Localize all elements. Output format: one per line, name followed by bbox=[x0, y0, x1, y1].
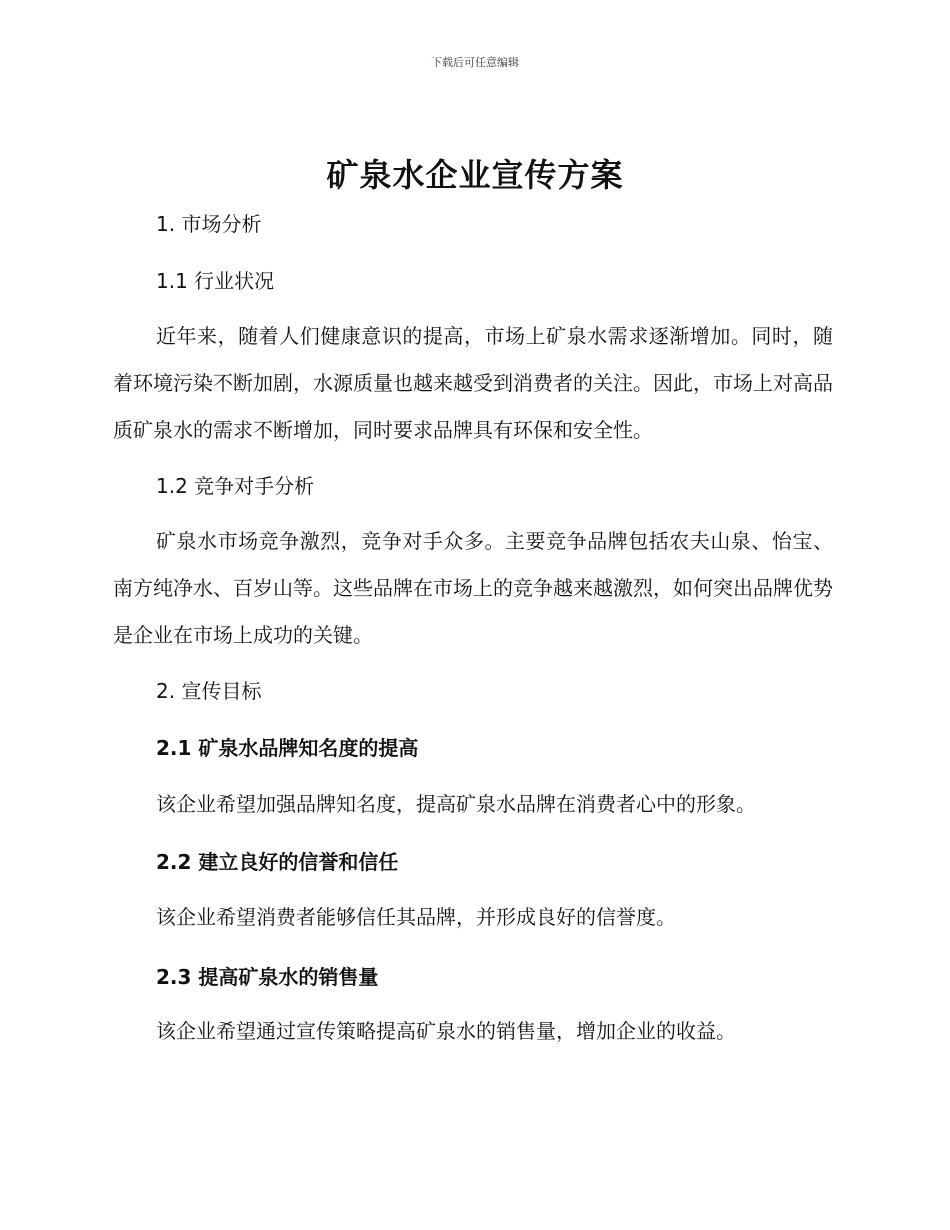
paragraph-reputation-trust: 该企业希望消费者能够信任其品牌，并形成良好的信誉度。 bbox=[156, 905, 676, 929]
paragraph-brand-awareness: 该企业希望加强品牌知名度，提高矿泉水品牌在消费者心中的形象。 bbox=[156, 792, 756, 816]
document-title: 矿泉水企业宣传方案 bbox=[326, 156, 624, 194]
section-heading-market-analysis: 1. 市场分析 bbox=[156, 212, 262, 236]
paragraph-competitor-analysis: 矿泉水市场竞争激烈，竞争对手众多。主要竞争品牌包括农夫山泉、怡宝、南方纯净水、百岁山等。这些品牌在市场上的竞争越来越激烈，如何突出品牌优势是企业在市场上成功的关键。 bbox=[113, 529, 833, 647]
subheading-reputation-trust: 2.2 建立良好的信誉和信任 bbox=[156, 850, 399, 874]
subheading-competitor-analysis: 1.2 竞争对手分析 bbox=[156, 474, 315, 498]
subheading-brand-awareness: 2.1 矿泉水品牌知名度的提高 bbox=[156, 736, 419, 760]
paragraph-industry-status: 近年来，随着人们健康意识的提高，市场上矿泉水需求逐渐增加。同时，随着环境污染不断加剧，水源质量也越来越受到消费者的关注。因此，市场上对高品质矿泉水的需求不断增加，同时要求品牌具有环保和安全性。 bbox=[113, 324, 833, 442]
paragraph-sales-volume: 该企业希望通过宣传策略提高矿泉水的销售量，增加企业的收益。 bbox=[156, 1019, 736, 1043]
page-header: 下载后可任意编辑 bbox=[431, 56, 519, 69]
section-heading-promotion-goals: 2. 宣传目标 bbox=[156, 679, 262, 703]
subheading-sales-volume: 2.3 提高矿泉水的销售量 bbox=[156, 965, 379, 989]
subheading-industry-status: 1.1 行业状况 bbox=[156, 269, 275, 293]
